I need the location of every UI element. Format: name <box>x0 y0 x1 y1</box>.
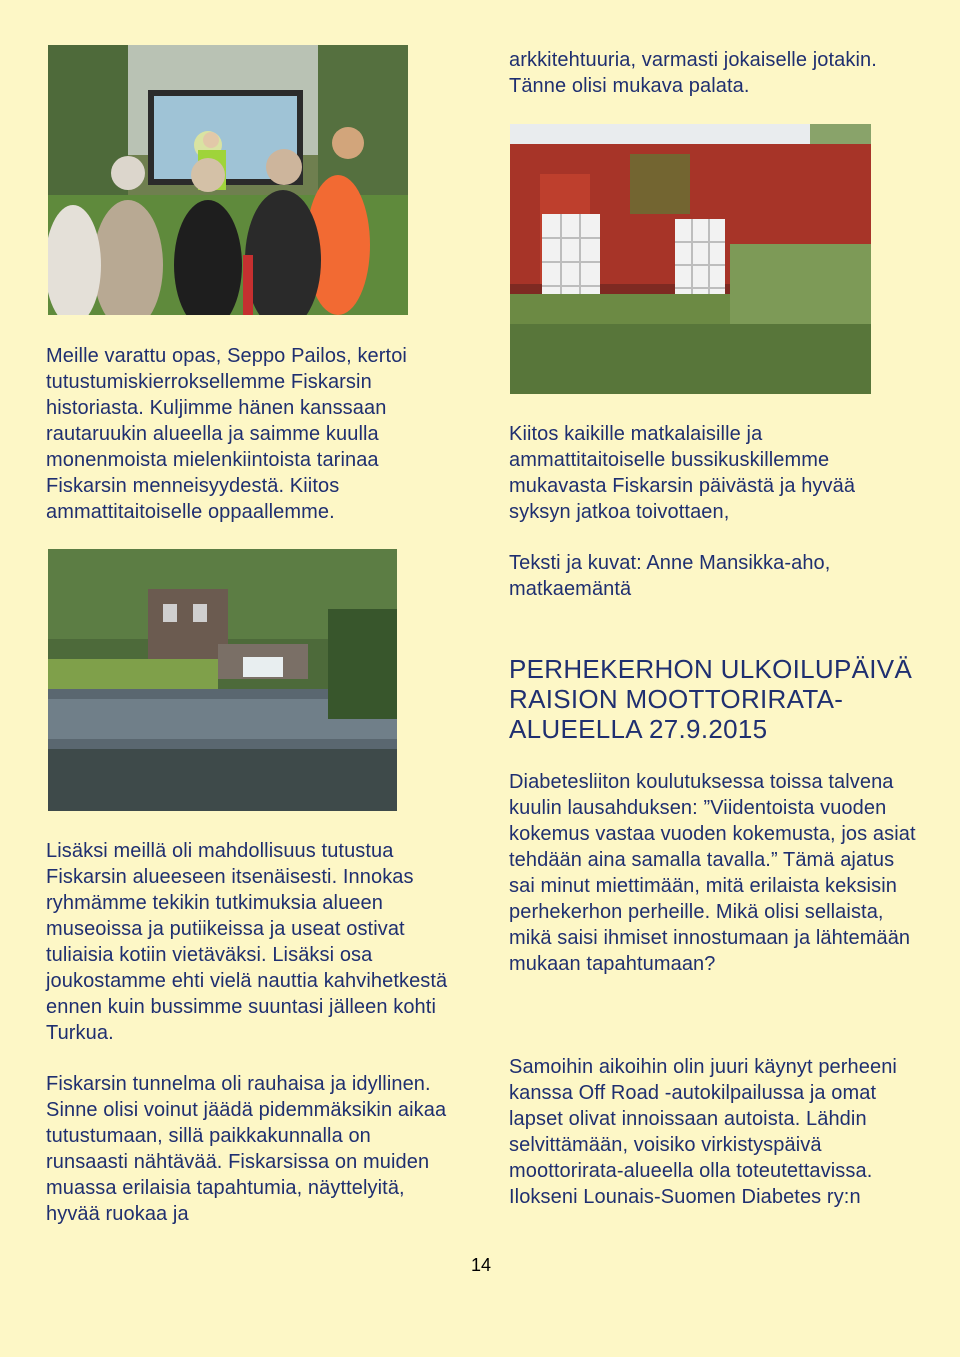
photo-ivy-house <box>510 124 871 394</box>
left-para-3: Fiskarsin tunnelma oli rauhaisa ja idyllinen. Sinne olisi voinut jäädä pidemmäksikin aikaa tutustumaan, sillä paikkakunnalla on runsaasti nähtävää. Fiskarsissa on muiden muassa erilaisia tapahtumia, näyttelyitä, hyvää ruokaa ja <box>46 1073 447 1225</box>
photo-guide-group <box>48 45 408 315</box>
article-heading: PERHEKERHON ULKOILUPÄIVÄ RAISION MOOTTORIRATA-ALUEELLA 27.9.2015 <box>509 654 913 744</box>
left-para-2: Lisäksi meillä oli mahdollisuus tutustua Fiskarsin alueeseen itsenäisesti. Innokas ryhmämme tekikin tutkimuksia alueen museoissa ja putiikeissa ja useat ostivat tuliaisia kotiin vietäväksi. Lisäksi osa joukostamme ehti vielä nauttia kahvihetkestä ennen kuin bussimme suuntasi jälleen kohti Turkua. <box>46 840 448 1044</box>
right-intro: arkkitehtuuria, varmasti jokaiselle jotakin. Tänne olisi mukava palata. <box>509 49 877 97</box>
right-thanks: Kiitos kaikille matkalaisille ja ammattitaitoiselle bussikuskillemme mukavasta Fiskarsin päivästä ja hyvää syksyn jatkoa toivottaen, <box>509 423 856 523</box>
photo-river-dam <box>48 549 397 811</box>
right-para-2: Samoihin aikoihin olin juuri käynyt perheeni kanssa Off Road -autokilpailussa ja omat lapset olivat innoissaan autoista. Lähdin selvittämään, voisiko virkistyspäivä moottorirata-alueella olla toteutettavissa. Ilokseni Lounais-Suomen Diabetes ry:n <box>509 1056 897 1208</box>
left-para-1: Meille varattu opas, Seppo Pailos, kertoi tutustumiskierroksellemme Fiskarsin historiasta. Kuljimme hänen kanssaan rautaruukin alueella ja saimme kuulla monenmoista mielenkiintoista tarinaa Fiskarsin menneisyydestä. Kiitos ammattitaitoiselle oppaallemme. <box>46 345 407 523</box>
right-credits: Teksti ja kuvat: Anne Mansikka-aho, matkaemäntä <box>509 552 831 600</box>
right-para-1: Diabetesliiton koulutuksessa toissa talvena kuulin lausahduksen: ”Viidentoista vuoden kokemus vastaa vuoden kokemusta, jos asiat tehdään aina samalla tavalla.” Tämä ajatus sai minut miettimään, mitä erilaista keksisin perhekerhon perheille. Mikä olisi sellaista, mikä saisi ihmiset innostumaan ja lähtemään mukaan tapahtumaan? <box>509 771 916 975</box>
page-number: 14 <box>471 1255 492 1275</box>
